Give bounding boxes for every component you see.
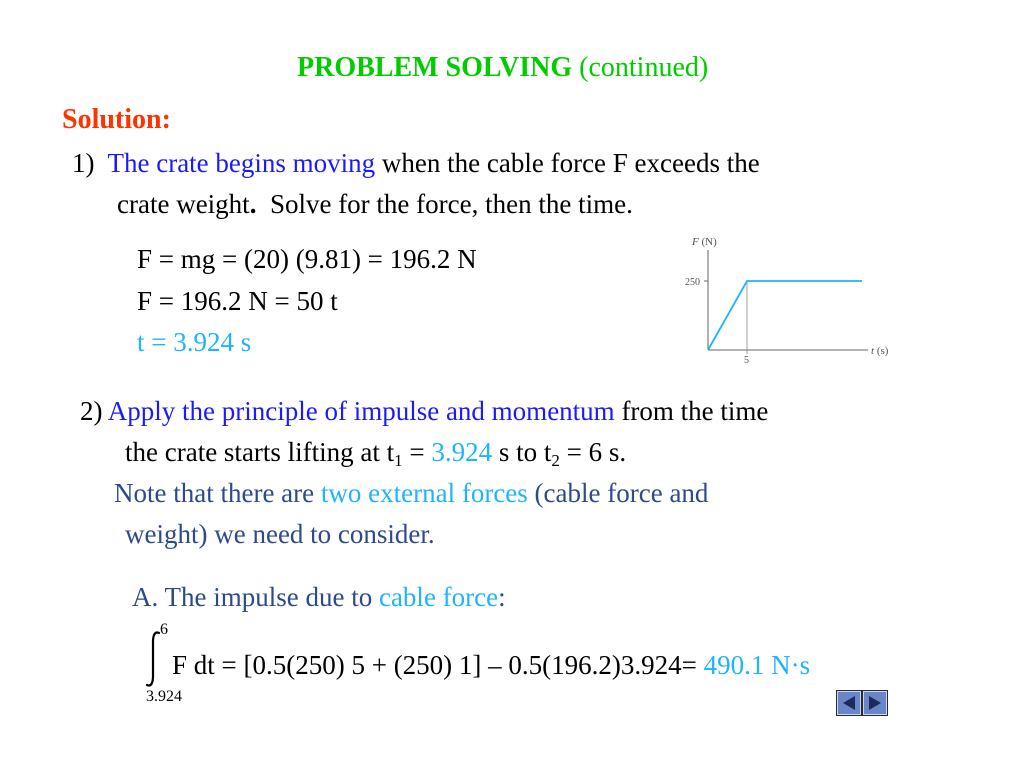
triangle-right-icon — [866, 694, 884, 712]
t1-subscript: 1 — [394, 451, 403, 470]
step1-number: 1) — [72, 148, 95, 178]
graph-x-label: t (s) — [871, 345, 889, 357]
equation-3: t = 3.924 s — [137, 327, 252, 357]
title-sub: (continued) — [579, 52, 709, 83]
slide-title — [297, 52, 708, 84]
next-slide-button[interactable] — [863, 691, 887, 715]
note-highlight: two external forces — [320, 478, 528, 508]
graph-x-tick: 5 — [744, 355, 749, 366]
t2-subscript: 2 — [551, 451, 560, 470]
force-time-graph — [670, 230, 910, 370]
step1-line2a: crate weight — [117, 189, 250, 219]
step1-line2b: Solve for the force, then the time. — [256, 189, 633, 219]
slide-nav — [836, 690, 888, 716]
t1-value: 3.924 — [431, 437, 493, 467]
equation-1: F = mg = (20) (9.81) = 196.2 N — [137, 244, 477, 274]
solution-heading: Solution: — [62, 104, 171, 135]
step2-line2c: = 6 s. — [559, 437, 627, 467]
integral-sign-icon — [142, 630, 166, 690]
step1-line2 — [117, 189, 633, 220]
integral-result: 490.1 N·s — [696, 650, 811, 680]
integral-line — [172, 650, 810, 681]
title-main: PROBLEM SOLVING — [297, 52, 573, 83]
integral-body: F dt = [0.5(250) 5 + (250) 1] – 0.5(196.2)3.924= — [172, 650, 697, 680]
step1-highlight: The crate begins moving — [107, 148, 376, 178]
partA-colon: : — [498, 582, 506, 612]
partA-line — [132, 582, 506, 613]
equation-2: F = 196.2 N = 50 t — [137, 286, 338, 316]
note-b: (cable force and — [527, 478, 709, 508]
graph-force-line — [708, 281, 862, 350]
step1-rest: when the cable force F exceeds the — [375, 148, 760, 178]
step2-rest: from the time — [614, 396, 769, 426]
prev-slide-button[interactable] — [837, 691, 861, 715]
step1-line1 — [72, 148, 760, 179]
graph-y-label: F (N) — [692, 236, 717, 248]
step2-highlight: Apply the principle of impulse and momentum — [107, 396, 615, 426]
integral-lower-limit: 3.924 — [146, 688, 182, 705]
graph-y-tick: 250 — [685, 277, 700, 288]
partA-highlight: cable force — [378, 582, 499, 612]
note-line1 — [114, 478, 708, 509]
step2-number: 2) — [80, 396, 108, 426]
integral-upper-limit: 6 — [160, 621, 168, 638]
partA-text: A. The impulse due to — [132, 582, 379, 612]
triangle-left-icon — [840, 694, 858, 712]
step2-line2 — [125, 437, 626, 471]
step2-eq-sign: = — [402, 437, 432, 467]
step2-line2b: s to t — [492, 437, 552, 467]
step2-line1 — [80, 396, 768, 427]
step2-line2a: the crate starts lifting at t — [125, 437, 395, 467]
note-line2: weight) we need to consider. — [125, 519, 435, 549]
note-a: Note that there are — [114, 478, 321, 508]
step1-dot: . — [249, 189, 257, 219]
